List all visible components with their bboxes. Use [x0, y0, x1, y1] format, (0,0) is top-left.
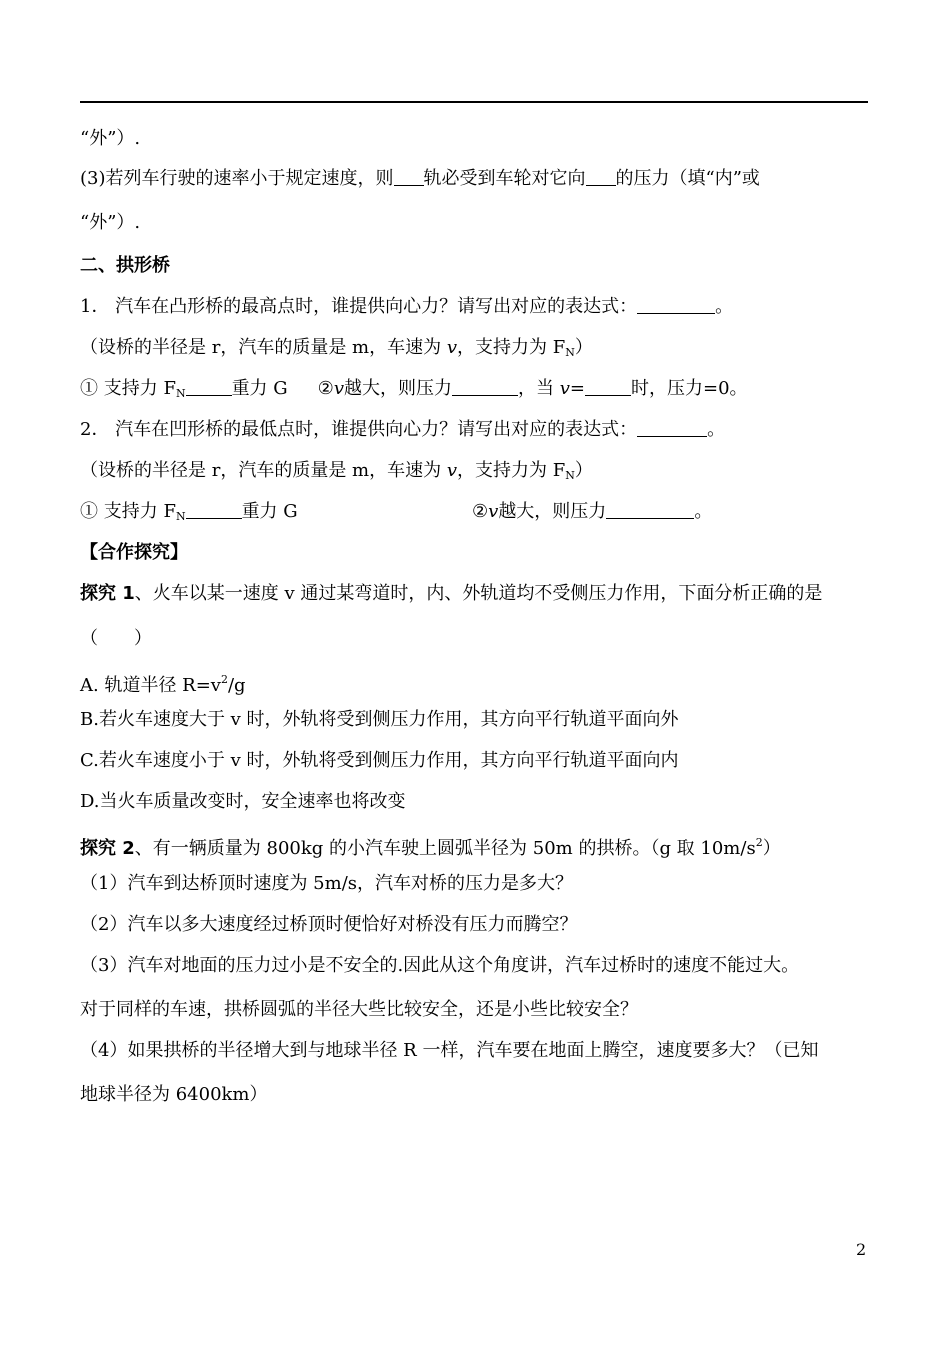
- assumption-line: （设桥的半径是 r，汽车的质量是 m，车速为 v，支持力为 $F_N$）: [80, 337, 593, 359]
- header-rule: [80, 101, 868, 103]
- question-2: 2． 汽车在凹形桥的最低点时，谁提供向心力？请写出对应的表达式： 。: [80, 419, 726, 440]
- section-heading: 【合作探究】: [80, 542, 188, 563]
- options-line: ① 支持力 $F_N$ 重力 G ②v越大，则压力 ，当 v= 时，压力=0。: [80, 378, 748, 400]
- fill-blank: [585, 377, 631, 396]
- sub-question-1: （1）汽车到达桥顶时速度为 5m/s，汽车对桥的压力是多大？: [80, 873, 573, 894]
- text-line: (3)若列车行驶的速率小于规定速度，则 轨必受到车轮对它向 的压力（填“内”或: [80, 168, 760, 189]
- fill-blank: [637, 295, 715, 314]
- section-heading: 二、拱形桥: [80, 255, 170, 276]
- options-line-right: ②v越大，则压力 。: [472, 501, 713, 522]
- options-line: ① 支持力 $F_N$ 重力 G: [80, 501, 298, 523]
- fill-blank: [394, 167, 424, 186]
- answer-paren: （ ）: [80, 628, 152, 649]
- text-line: “外”）.: [80, 128, 141, 149]
- sub-question-4: （4）如果拱桥的半径增大到与地球半径 R 一样，汽车要在地面上腾空，速度要多大？（已知: [80, 1040, 819, 1061]
- option-b: B.若火车速度大于 v 时，外轨将受到侧压力作用，其方向平行轨道平面向外: [80, 709, 679, 730]
- text-line: “外”）.: [80, 212, 141, 233]
- fill-blank: [606, 500, 694, 519]
- sub-question-3: （3）汽车对地面的压力过小是不安全的.因此从这个角度讲，汽车过桥时的速度不能过大。: [80, 955, 800, 976]
- option-a: A. 轨道半径 $R=v^2/g$: [80, 673, 246, 696]
- assumption-line: （设桥的半径是 r，汽车的质量是 m，车速为 v，支持力为 $F_N$）: [80, 460, 593, 482]
- fill-blank: [186, 377, 232, 396]
- sub-question-4-cont: 地球半径为 6400km）: [80, 1084, 268, 1105]
- sub-question-3-cont: 对于同样的车速，拱桥圆弧的半径大些比较安全，还是小些比较安全？: [80, 999, 638, 1020]
- exploration-1: 探究 1、火车以某一速度 v 通过某弯道时，内、外轨道均不受侧压力作用，下面分析正确的是: [80, 583, 823, 604]
- question-1: 1． 汽车在凸形桥的最高点时，谁提供向心力？请写出对应的表达式： 。: [80, 296, 734, 317]
- fill-blank: [586, 167, 616, 186]
- option-c: C.若火车速度小于 v 时，外轨将受到侧压力作用，其方向平行轨道平面向内: [80, 750, 679, 771]
- page-number: 2: [856, 1240, 867, 1259]
- fill-blank: [186, 500, 242, 519]
- fill-blank: [637, 418, 707, 437]
- option-d: D.当火车质量改变时，安全速率也将改变: [80, 791, 406, 812]
- exploration-2: 探究 2、有一辆质量为 800kg 的小汽车驶上圆弧半径为 50m 的拱桥。（g 取 $10m/s^2$）: [80, 836, 781, 859]
- sub-question-2: （2）汽车以多大速度经过桥顶时便恰好对桥没有压力而腾空？: [80, 914, 578, 935]
- fill-blank: [452, 377, 518, 396]
